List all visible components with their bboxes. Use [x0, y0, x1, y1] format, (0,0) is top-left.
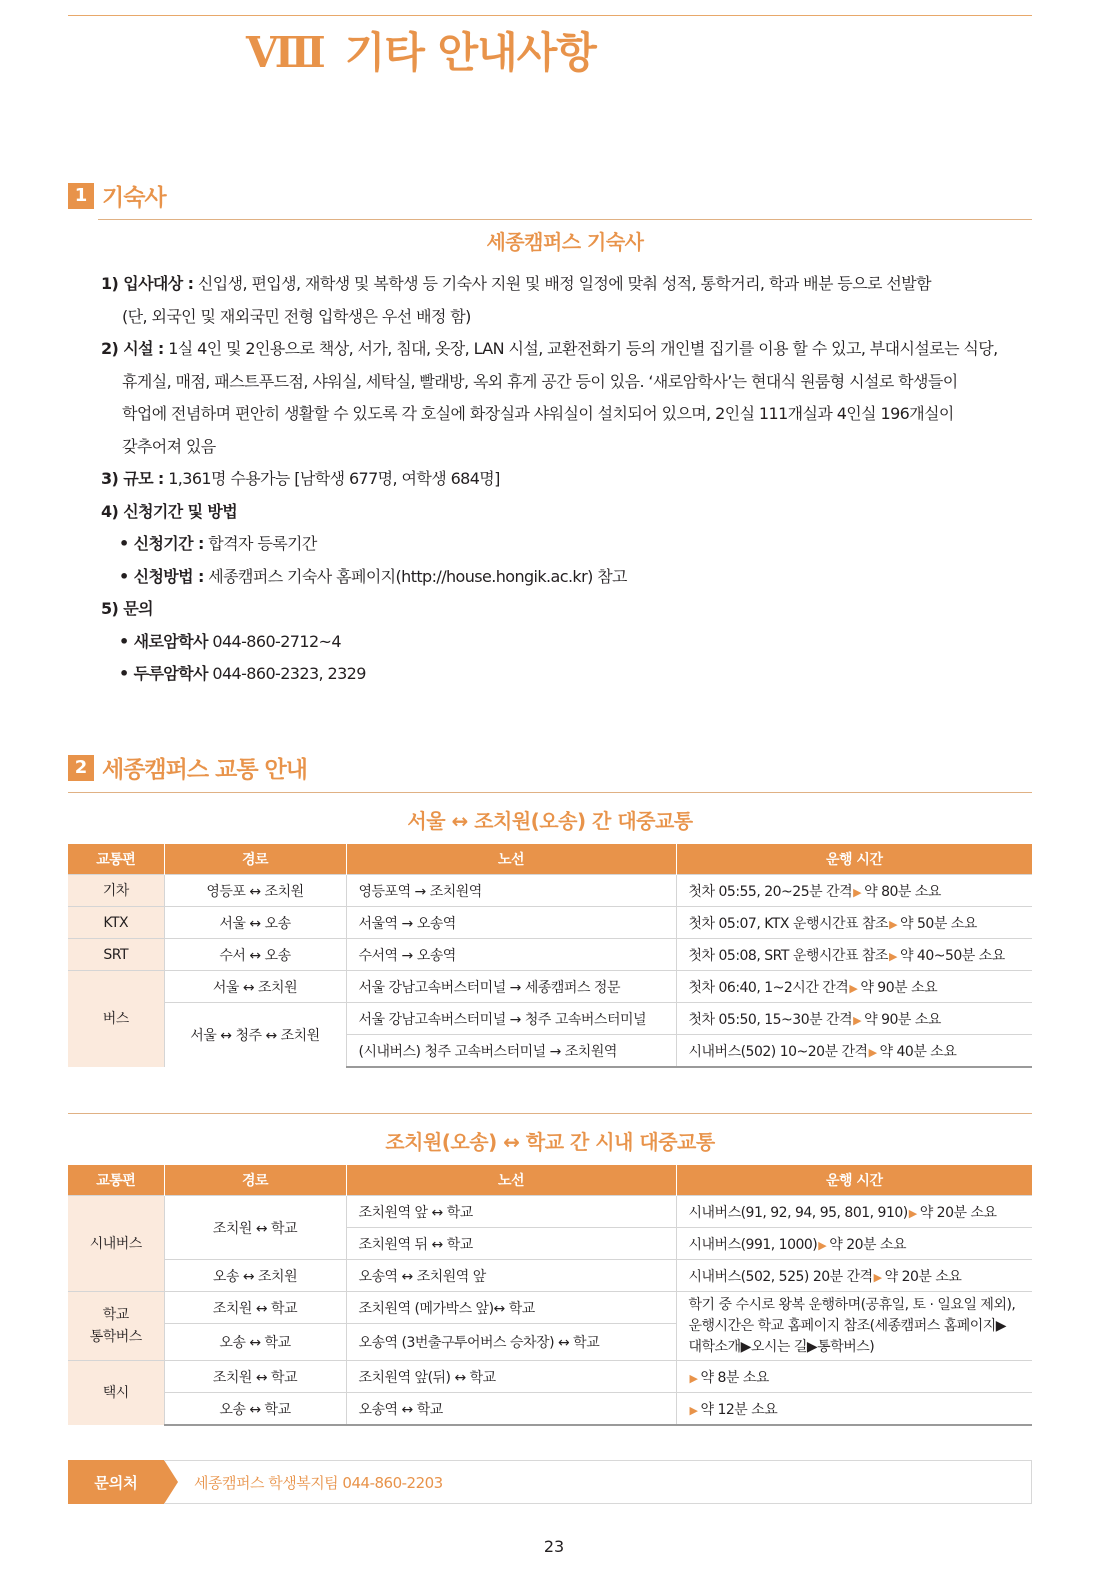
header-time: 운행 시간 — [676, 844, 1032, 875]
table-header-row — [68, 1165, 1032, 1196]
route-cell: 서울 ↔ 청주 ↔ 조치원 — [164, 1003, 346, 1068]
time-cell — [676, 939, 1032, 971]
intercity-transit-table — [68, 844, 1032, 1068]
item-eligibility-note: (단, 외국인 및 재외국민 전형 입학생은 우선 배정 함) — [122, 306, 471, 326]
table-row — [68, 1196, 1032, 1228]
time-cell — [676, 907, 1032, 939]
item-inquiry-saeroam — [101, 626, 1033, 659]
play-triangle-icon: ▶ — [873, 1270, 882, 1284]
chapter-title — [246, 20, 596, 80]
duration-text: 약 12분 소요 — [700, 1401, 778, 1418]
play-triangle-icon: ▶ — [689, 1403, 698, 1417]
mode-cell: 택시 — [68, 1361, 164, 1426]
item-label: • 두루암학사 — [119, 664, 208, 683]
table-header-row — [68, 844, 1032, 875]
play-triangle-icon: ▶ — [853, 1013, 862, 1027]
time-text: 첫차 05:50, 15~30분 간격 — [688, 1011, 853, 1028]
time-cell — [676, 1035, 1032, 1068]
play-triangle-icon: ▶ — [868, 1045, 877, 1059]
play-triangle-icon: ▶ — [818, 1238, 827, 1252]
line-cell: 영등포역 → 조치원역 — [346, 875, 676, 907]
line-cell: 조치원역 뒤 ↔ 학교 — [346, 1228, 676, 1260]
play-triangle-icon: ▶ — [849, 981, 858, 995]
mode-cell: 시내버스 — [68, 1196, 164, 1292]
time-text: 첫차 05:08, SRT 운행시간표 참조 — [688, 947, 888, 964]
table-row — [68, 875, 1032, 907]
item-text: 합격자 등록기간 — [203, 534, 317, 553]
time-cell — [676, 1228, 1032, 1260]
play-triangle-icon: ▶ — [889, 917, 898, 931]
time-text: 시내버스(502, 525) 20분 간격 — [688, 1268, 873, 1285]
mode-text: 학교 — [102, 1307, 129, 1323]
duration-text: 약 40~50분 소요 — [899, 947, 1005, 964]
section-title: 세종캠퍼스 교통 안내 — [102, 757, 307, 783]
route-cell: 영등포 ↔ 조치원 — [164, 875, 346, 907]
item-capacity — [101, 463, 1033, 496]
table-row — [68, 1260, 1032, 1292]
line-cell: (시내버스) 청주 고속버스터미널 → 조치원역 — [346, 1035, 676, 1068]
time-text: 첫차 05:55, 20~25분 간격 — [688, 883, 853, 900]
table-row — [68, 1361, 1032, 1393]
table-row — [68, 939, 1032, 971]
item-application-period — [101, 528, 1033, 561]
table-row — [68, 907, 1032, 939]
chapter-title-text: 기타 안내사항 — [344, 28, 596, 77]
dormitory-subtitle: 세종캠퍼스 기숙사 — [486, 230, 644, 254]
route-cell: 오송 ↔ 학교 — [164, 1393, 346, 1426]
line-cell: 수서역 → 오송역 — [346, 939, 676, 971]
dormitory-info — [101, 268, 1033, 691]
header-line: 노선 — [346, 1165, 676, 1196]
time-cell — [676, 1260, 1032, 1292]
item-facilities — [101, 333, 1033, 366]
time-text: 운행시간은 학교 홈페이지 참조(세종캠퍼스 홈페이지▶ — [688, 1317, 1007, 1334]
intercity-transit-title: 서울 ↔ 조치원(오송) 간 대중교통 — [407, 809, 693, 833]
section-title: 기숙사 — [102, 185, 166, 211]
header-mode: 교통편 — [68, 844, 164, 875]
route-cell: 수서 ↔ 오송 — [164, 939, 346, 971]
item-label: • 신청방법 : — [119, 566, 204, 586]
time-text: 첫차 05:07, KTX 운행시간표 참조 — [688, 915, 889, 932]
route-cell: 오송 ↔ 학교 — [164, 1324, 346, 1361]
play-triangle-icon: ▶ — [888, 949, 897, 963]
item-text: 044-860-2712~4 — [207, 631, 341, 651]
time-text: 시내버스(991, 1000) — [688, 1236, 818, 1253]
mode-cell: 기차 — [68, 875, 164, 907]
section-2-rule — [68, 792, 1032, 793]
item-eligibility — [101, 268, 1033, 301]
time-text: 첫차 06:40, 1~2시간 간격 — [688, 979, 849, 996]
item-text: 세종캠퍼스 기숙사 홈페이지(http://house.hongik.ac.kr) 참고 — [203, 566, 627, 586]
route-cell: 오송 ↔ 조치원 — [164, 1260, 346, 1292]
duration-text: 약 50분 소요 — [900, 915, 977, 932]
time-text: 시내버스(502) 10~20분 간격 — [688, 1043, 868, 1060]
duration-text: 약 20분 소요 — [884, 1268, 962, 1285]
item-text: 1,361명 수용가능 [남학생 677명, 여학생 684명] — [163, 469, 500, 488]
duration-text: 약 20분 소요 — [919, 1204, 997, 1221]
page-number: 23 — [543, 1537, 565, 1556]
item-label: 4) 신청기간 및 방법 — [101, 501, 238, 521]
header-time: 운행 시간 — [676, 1165, 1032, 1196]
duration-text: 약 40분 소요 — [879, 1043, 957, 1060]
section-number-badge: 2 — [68, 755, 94, 781]
item-text: 1실 4인 및 2인용으로 책상, 서가, 침대, 옷장, LAN 시설, 교환전화기 등의 개인별 집기를 이용 할 수 있고, 부대시설로는 식당, — [163, 339, 998, 358]
header-line: 노선 — [346, 844, 676, 875]
time-cell — [676, 1292, 1032, 1361]
section-number-badge: 1 — [68, 183, 94, 209]
item-label: 3) 규모 : — [101, 469, 164, 488]
time-text: 대학소개▶오시는 길▶통학버스) — [688, 1338, 875, 1355]
contact-text: 세종캠퍼스 학생복지팀 044-860-2203 — [164, 1460, 1032, 1504]
line-cell: 서울 강남고속버스터미널 → 청주 고속버스터미널 — [346, 1003, 676, 1035]
section-1-rule — [98, 219, 1032, 220]
duration-text: 약 80분 소요 — [864, 883, 941, 900]
mode-cell: KTX — [68, 907, 164, 939]
item-label: 2) 시설 : — [101, 339, 164, 358]
item-facilities-cont: 학업에 전념하며 편안히 생활할 수 있도록 각 호실에 화장실과 샤워실이 설치되어 있으며, 2인실 111개실과 4인실 196개실이 — [122, 404, 954, 423]
play-triangle-icon: ▶ — [689, 1371, 698, 1385]
local-transit-title: 조치원(오송) ↔ 학교 간 시내 대중교통 — [385, 1130, 715, 1154]
header-route: 경로 — [164, 1165, 346, 1196]
table-row — [68, 971, 1032, 1003]
line-cell: 오송역 ↔ 학교 — [346, 1393, 676, 1426]
item-application — [101, 496, 1033, 529]
mode-cell: SRT — [68, 939, 164, 971]
mode-text: 통학버스 — [89, 1329, 142, 1345]
table-2-rule — [68, 1113, 1032, 1114]
item-text: 신입생, 편입생, 재학생 및 복학생 등 기숙사 지원 및 배정 일정에 맞춰 성적, 통학거리, 학과 배분 등으로 선발함 — [193, 274, 931, 293]
play-triangle-icon: ▶ — [853, 885, 862, 899]
item-application-method — [101, 561, 1033, 594]
item-label: • 신청기간 : — [119, 534, 204, 553]
route-cell: 서울 ↔ 조치원 — [164, 971, 346, 1003]
time-cell — [676, 1196, 1032, 1228]
duration-text: 약 8분 소요 — [700, 1369, 769, 1386]
item-label: 1) 입사대상 : — [101, 274, 194, 293]
header-route: 경로 — [164, 844, 346, 875]
chapter-roman-numeral: Ⅷ — [246, 28, 323, 77]
item-inquiry-duruam — [101, 658, 1033, 691]
time-cell — [676, 971, 1032, 1003]
item-facilities-cont: 갖추어져 있음 — [122, 436, 216, 456]
table-row — [68, 1003, 1032, 1035]
play-triangle-icon: ▶ — [908, 1206, 917, 1220]
item-label: • 새로암학사 — [119, 631, 208, 651]
item-facilities-cont: 휴게실, 매점, 패스트푸드점, 샤워실, 세탁실, 빨래방, 옥외 휴게 공간 등이 있음. ‘새로암학사’는 현대식 원룸형 시설로 학생들이 — [122, 371, 958, 391]
line-cell: 오송역 ↔ 조치원역 앞 — [346, 1260, 676, 1292]
top-rule — [68, 15, 1032, 16]
time-cell — [676, 1361, 1032, 1393]
line-cell: 조치원역 앞(뒤) ↔ 학교 — [346, 1361, 676, 1393]
route-cell: 서울 ↔ 오송 — [164, 907, 346, 939]
table-row — [68, 1292, 1032, 1324]
line-cell: 서울 강남고속버스터미널 → 세종캠퍼스 정문 — [346, 971, 676, 1003]
item-label: 5) 문의 — [101, 599, 153, 618]
duration-text: 약 90분 소요 — [860, 979, 938, 996]
table-row — [68, 1393, 1032, 1426]
route-cell: 조치원 ↔ 학교 — [164, 1196, 346, 1260]
contact-label: 문의처 — [68, 1460, 164, 1504]
line-cell: 조치원역 앞 ↔ 학교 — [346, 1196, 676, 1228]
duration-text: 약 20분 소요 — [829, 1236, 907, 1253]
route-cell: 조치원 ↔ 학교 — [164, 1361, 346, 1393]
time-cell — [676, 1393, 1032, 1426]
time-text: 학기 중 수시로 왕복 운행하며(공휴일, 토 · 일요일 제외), — [688, 1296, 1016, 1313]
time-cell — [676, 1003, 1032, 1035]
contact-bar — [68, 1460, 1032, 1504]
local-transit-table — [68, 1165, 1032, 1426]
item-text: 044-860-2323, 2329 — [207, 664, 366, 683]
duration-text: 약 90분 소요 — [864, 1011, 941, 1028]
header-mode: 교통편 — [68, 1165, 164, 1196]
time-text: 시내버스(91, 92, 94, 95, 801, 910) — [688, 1204, 908, 1221]
mode-cell: 버스 — [68, 971, 164, 1068]
item-inquiry — [101, 593, 1033, 626]
section-1-heading — [68, 179, 166, 212]
mode-cell — [68, 1292, 164, 1361]
line-cell: 조치원역 (메가박스 앞)↔ 학교 — [346, 1292, 676, 1324]
route-cell: 조치원 ↔ 학교 — [164, 1292, 346, 1324]
section-2-heading — [68, 751, 307, 784]
line-cell: 오송역 (3번출구투어버스 승차장) ↔ 학교 — [346, 1324, 676, 1361]
line-cell: 서울역 → 오송역 — [346, 907, 676, 939]
time-cell — [676, 875, 1032, 907]
